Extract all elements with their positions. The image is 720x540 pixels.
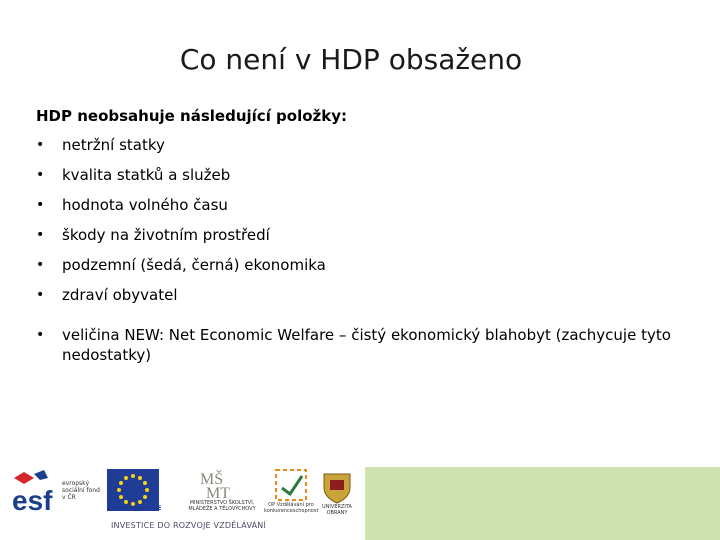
- list-item-text: zdraví obyvatel: [62, 286, 178, 304]
- bullet-icon: •: [36, 197, 45, 213]
- msmt-monogram-icon: [186, 468, 258, 500]
- list-item-text: hodnota volného času: [62, 196, 228, 214]
- msmt-logo: [186, 468, 258, 516]
- bullet-icon: •: [36, 227, 45, 243]
- shield-icon: [320, 470, 354, 504]
- list-item-text: podzemní (šedá, černá) ekonomika: [62, 256, 326, 274]
- svg-text:MT: MT: [206, 485, 230, 500]
- footer-accent-bar: [365, 467, 720, 540]
- list-item: [36, 325, 676, 365]
- list-item-text: netržní statky: [62, 136, 165, 154]
- op-logo-icon: [266, 468, 316, 502]
- bullet-icon: •: [36, 167, 45, 183]
- esf-logo: [12, 470, 100, 514]
- eu-caption: EVROPSKÁ UNIE: [106, 505, 162, 512]
- list-item-text: veličina NEW: Net Economic Welfare – čistý ekonomický blahobyt (zachycuje tyto nedostatky): [62, 326, 671, 364]
- esf-caption: evropský sociální fond v ČR: [62, 480, 100, 501]
- list-item: [36, 195, 676, 215]
- list-item: [36, 135, 676, 155]
- intro-heading: HDP neobsahuje následující položky:: [36, 107, 348, 125]
- op-logo: [264, 468, 319, 514]
- footer-tagline: INVESTICE DO ROZVOJE VZDĚLÁVÁNÍ: [111, 521, 267, 530]
- bullet-icon: •: [36, 257, 45, 273]
- slide-title: Co není v HDP obsaženo: [179, 43, 523, 76]
- list-item-text: škody na životním prostředí: [62, 226, 270, 244]
- msmt-caption: MINISTERSTVO ŠKOLSTVÍ, MLÁDEŽE A TĚLOVÝCHOVY: [188, 500, 256, 512]
- university-logo: [320, 470, 354, 514]
- bullet-list: [36, 135, 676, 375]
- list-item: [36, 165, 676, 185]
- bullet-icon: •: [36, 287, 45, 303]
- svg-text:MŠ: MŠ: [200, 471, 224, 488]
- esf-text: esf: [12, 485, 53, 514]
- university-caption: UNIVERZITA OBRANY: [322, 504, 352, 516]
- bullet-icon: •: [36, 137, 45, 153]
- list-item: [36, 285, 676, 305]
- list-item: [36, 225, 676, 245]
- list-item: [36, 255, 676, 275]
- bullet-icon: •: [36, 327, 45, 343]
- list-item-text: kvalita statků a služeb: [62, 166, 231, 184]
- op-caption: OP Vzdělávání pro konkurenceschopnost: [264, 502, 319, 514]
